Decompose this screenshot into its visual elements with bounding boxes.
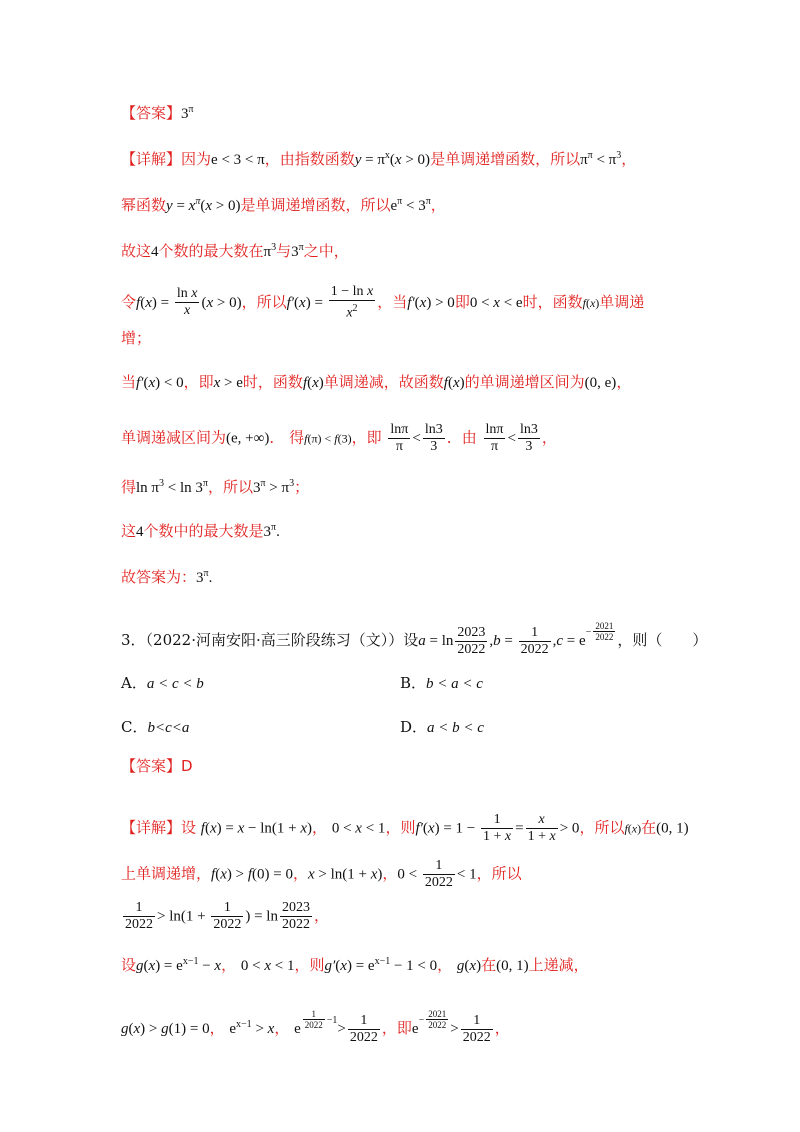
explain-line-8: 得$\ln \pi^3 < \ln 3^\pi$，所以$3^\pi > \pi^3$； bbox=[121, 478, 310, 496]
detail-line-2: 上单调递增，f(x) > f(0) = 0，x > ln(1 + x)，0 < $\frac{1}{2022}$ < 1，所以 bbox=[121, 858, 522, 890]
explain-line-9: 这4个数中的最大数是$3^\pi$. bbox=[121, 522, 280, 540]
question-3: 3．（2022·河南安阳·高三阶段练习（文））设a = ln $\frac{2023}{2022}$ ,b = $\frac{1}{2022}$ ,c = e− $\frac{2021}{2022}$ ，则（ ） bbox=[121, 620, 708, 657]
option-b[interactable]: B．b < a < c bbox=[400, 674, 483, 692]
detail-line-4: 设$g(x) = e^{x-1} - x$， 0 < x < 1，则$g'(x) = e^{x-1} - 1 < 0$， g(x)在(0, 1)上递减， bbox=[121, 956, 589, 974]
explain-line-10: 故答案为：$3^\pi$. bbox=[121, 568, 213, 586]
answer-line-2: 【答案】D bbox=[121, 757, 193, 775]
explain-line-1: 【详解】因为e < 3 < π，由指数函数$y = \pi^x(x > 0)$是单调递增函数，所以$\pi^\pi < \pi^3$， bbox=[121, 150, 637, 168]
option-c[interactable]: C．b<c<a bbox=[121, 718, 190, 736]
detail-line-1: 【详解】设 f(x) = x − ln(1 + x)， 0 < x < 1，则f′(x) = 1 − $\frac{1}{1 + x}$ = $\frac{x}{1 + x}$ > 0，所以f(x)在(0, 1) bbox=[121, 812, 689, 844]
explain-line-2: 幂函数$y = x^\pi(x > 0)$是单调递增函数，所以$e^\pi < 3^\pi$， bbox=[121, 196, 446, 214]
detail-line-3: $\frac{1}{2022}$ > ln(1 + $\frac{1}{2022}$ ) = ln $\frac{2023}{2022}$ ， bbox=[125, 900, 329, 932]
explain-line-4: 令f(x) = $\frac{\text{ln x}}{x}$ (x > 0)，所以f′(x) = $\frac{\text{1 − ln x}}{x^2}$ ，当f′(x) > 0即0 < x < e时，函数f(x)单调递 bbox=[121, 284, 645, 321]
explain-line-7: 单调递减区间为(e, +∞)． 得f(π) < f(3)，即 $\frac{\ln\pi}{\pi}$ < $\frac{\ln 3}{3}$ ．由 $\frac{\ln\pi}{\pi}$ < $\frac{\ln 3}{3}$ ， bbox=[121, 422, 557, 454]
explain-line-3: 故这4个数的最大数在$\pi^3$与$3^\pi$之中， bbox=[121, 242, 349, 260]
detail-line-5: g(x) > g(1) = 0， $e^{x-1} > x$， e $\frac{1}{2022}$ −1> $\frac{1}{2022}$ ，即e− $\frac{2021}{2022}$ > $\frac{1}{2022}$ ， bbox=[121, 1008, 510, 1045]
explain-line-6: 当f′(x) < 0，即x > e时，函数f(x)单调递减，故函数f(x)的单调递增区间为(0, e)， bbox=[121, 373, 632, 391]
option-d[interactable]: D．a < b < c bbox=[400, 718, 484, 736]
answer-line-1: 【答案】$3^\pi$ bbox=[121, 104, 194, 122]
explain-line-5: 增； bbox=[121, 329, 152, 347]
option-a[interactable]: A．a < c < b bbox=[121, 674, 204, 692]
